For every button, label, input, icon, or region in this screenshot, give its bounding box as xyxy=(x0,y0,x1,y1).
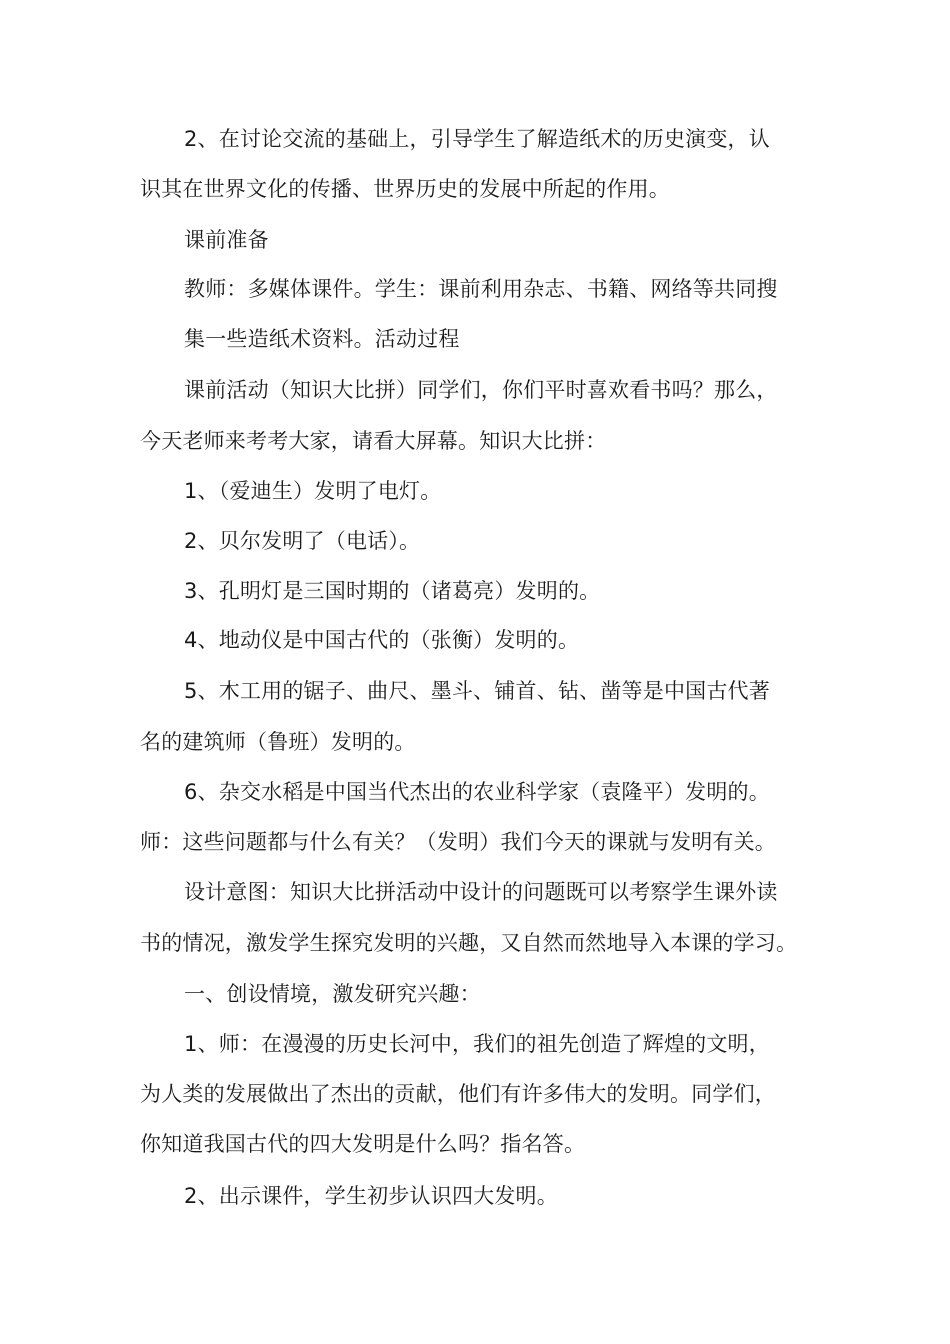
text-line: 为人类的发展做出了杰出的贡献，他们有许多伟大的发明。同学们， xyxy=(140,1082,776,1106)
text-line: 1、师：在漫漫的历史长河中，我们的祖先创造了辉煌的文明， xyxy=(184,1032,770,1056)
quiz-item: 2、贝尔发明了（电话）。 xyxy=(184,529,421,553)
section-heading: 课前准备 xyxy=(184,228,269,252)
quiz-item: 4、地动仪是中国古代的（张衡）发明的。 xyxy=(184,628,580,652)
text-line: 今天老师来考考大家，请看大屏幕。知识大比拼： xyxy=(140,429,607,453)
section-heading: 一、创设情境，激发研究兴趣： xyxy=(184,982,481,1006)
quiz-item: 5、木工用的锯子、曲尺、墨斗、铺首、钻、凿等是中国古代著 xyxy=(184,679,770,703)
quiz-item: 1、（爱迪生）发明了电灯。 xyxy=(184,479,442,503)
quiz-item: 3、孔明灯是三国时期的（诸葛亮）发明的。 xyxy=(184,579,601,603)
quiz-item: 6、杂交水稻是中国当代杰出的农业科学家（袁隆平）发明的。 xyxy=(184,780,770,804)
text-line: 集一些造纸术资料。活动过程 xyxy=(184,327,460,351)
text-line: 你知道我国古代的四大发明是什么吗？指名答。 xyxy=(140,1132,586,1156)
text-line: 设计意图：知识大比拼活动中设计的问题既可以考察学生课外读 xyxy=(184,880,778,904)
text-line: 2、出示课件，学生初步认识四大发明。 xyxy=(184,1184,558,1208)
text-line: 教师：多媒体课件。学生：课前利用杂志、书籍、网络等共同搜 xyxy=(184,277,778,301)
text-line: 2、在讨论交流的基础上，引导学生了解造纸术的历史演变，认 xyxy=(184,127,770,151)
text-line: 课前活动（知识大比拼）同学们，你们平时喜欢看书吗？那么， xyxy=(184,378,778,402)
text-line: 识其在世界文化的传播、世界历史的发展中所起的作用。 xyxy=(140,177,670,201)
text-line: 师：这些问题都与什么有关？（发明）我们今天的课就与发明有关。 xyxy=(140,830,776,854)
text-line: 书的情况，激发学生探究发明的兴趣，又自然而然地导入本课的学习。 xyxy=(140,931,798,955)
text-line: 名的建筑师（鲁班）发明的。 xyxy=(140,730,416,754)
